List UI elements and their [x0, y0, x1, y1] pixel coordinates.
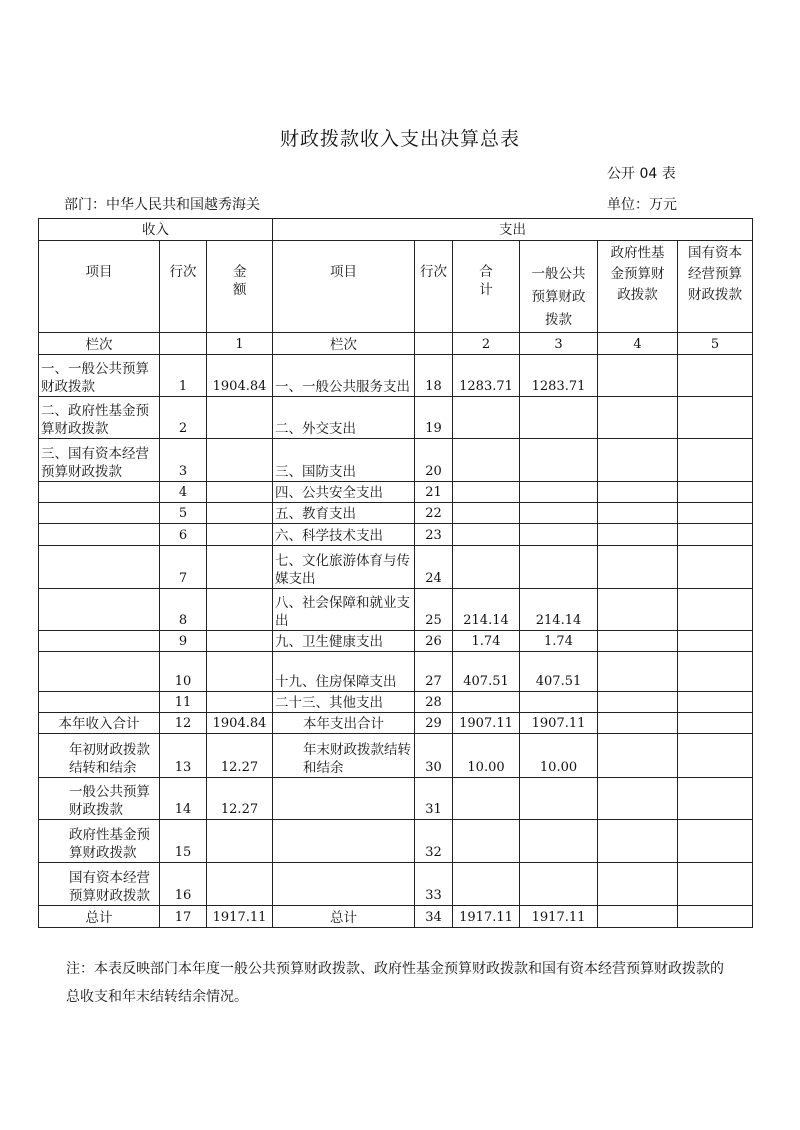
income-amount — [207, 863, 273, 906]
table-row — [39, 863, 753, 906]
income-amount: 1904.84 — [207, 355, 273, 397]
general-budget-amount — [520, 524, 598, 546]
income-item: 三、国有资本经营预算财政拨款 — [39, 439, 160, 482]
column-label: 栏次 — [39, 333, 160, 355]
general-budget-amount: 1283.71 — [520, 355, 598, 397]
income-amount — [207, 652, 273, 692]
state-capital-amount — [678, 906, 753, 928]
expense-item: 总计 — [273, 906, 415, 928]
expense-item — [273, 820, 415, 863]
table-row — [39, 503, 753, 524]
table-row — [39, 482, 753, 503]
gov-fund-header: 政府性基金预算财政拨款 — [598, 241, 678, 333]
expense-total: 214.14 — [453, 589, 520, 631]
income-amount — [207, 397, 273, 439]
income-row-no: 1 — [160, 355, 207, 397]
gov-fund-amount — [598, 503, 678, 524]
income-row-no: 13 — [160, 734, 207, 778]
income-row-no: 11 — [160, 692, 207, 713]
income-row-no: 16 — [160, 863, 207, 906]
income-amount — [207, 524, 273, 546]
gov-fund-amount — [598, 589, 678, 631]
expense-total — [453, 482, 520, 503]
expense-total — [453, 503, 520, 524]
income-row-no: 7 — [160, 546, 207, 589]
state-capital-amount — [678, 631, 753, 652]
gov-fund-amount — [598, 482, 678, 503]
table-row — [39, 589, 753, 631]
gov-fund-amount — [598, 906, 678, 928]
expense-total — [453, 439, 520, 482]
income-item-header: 项目 — [39, 241, 160, 333]
income-row-no-header: 行次 — [160, 241, 207, 333]
expense-total — [453, 863, 520, 906]
income-item — [39, 482, 160, 503]
general-budget-amount — [520, 692, 598, 713]
income-amount: 1917.11 — [207, 906, 273, 928]
expense-row-no: 30 — [415, 734, 453, 778]
expense-row-no-header: 行次 — [415, 241, 453, 333]
gov-fund-amount — [598, 652, 678, 692]
state-capital-amount — [678, 652, 753, 692]
income-row-no: 15 — [160, 820, 207, 863]
expense-row-no: 25 — [415, 589, 453, 631]
expense-item — [273, 863, 415, 906]
income-item: 政府性基金预算财政拨款 — [39, 820, 160, 863]
header-row — [39, 241, 753, 333]
expense-total: 1283.71 — [453, 355, 520, 397]
expense-total — [453, 546, 520, 589]
general-budget-amount — [520, 546, 598, 589]
state-capital-amount — [678, 439, 753, 482]
general-budget-amount — [520, 778, 598, 820]
general-budget-amount: 1.74 — [520, 631, 598, 652]
table-row — [39, 546, 753, 589]
expense-total: 1.74 — [453, 631, 520, 652]
income-item — [39, 589, 160, 631]
table-row — [39, 397, 753, 439]
income-amount — [207, 589, 273, 631]
table-row — [39, 820, 753, 863]
table-row — [39, 692, 753, 713]
general-budget-amount: 1907.11 — [520, 713, 598, 734]
expense-item: 七、文化旅游体育与传媒支出 — [273, 546, 415, 589]
income-item: 一般公共预算财政拨款 — [39, 778, 160, 820]
income-row-no: 8 — [160, 589, 207, 631]
expense-row-no: 29 — [415, 713, 453, 734]
income-amount — [207, 820, 273, 863]
table-row — [39, 713, 753, 734]
expense-total — [453, 397, 520, 439]
expense-total — [453, 820, 520, 863]
income-amount: 12.27 — [207, 778, 273, 820]
table-row — [39, 439, 753, 482]
gov-fund-amount — [598, 546, 678, 589]
income-row-no: 17 — [160, 906, 207, 928]
income-amount-header: 金额 — [207, 241, 273, 333]
expense-row-no: 26 — [415, 631, 453, 652]
income-item — [39, 524, 160, 546]
expense-row-no: 33 — [415, 863, 453, 906]
income-item — [39, 692, 160, 713]
expense-row-no: 21 — [415, 482, 453, 503]
column-4: 4 — [598, 333, 678, 355]
income-amount — [207, 692, 273, 713]
income-row-no: 6 — [160, 524, 207, 546]
state-capital-amount — [678, 589, 753, 631]
state-capital-amount — [678, 778, 753, 820]
income-header: 收入 — [39, 219, 273, 241]
income-row-no: 9 — [160, 631, 207, 652]
income-item: 国有资本经营预算财政拨款 — [39, 863, 160, 906]
state-capital-header: 国有资本经营预算财政拨款 — [678, 241, 753, 333]
column-2: 2 — [453, 333, 520, 355]
expense-row-no: 18 — [415, 355, 453, 397]
general-budget-amount — [520, 482, 598, 503]
expense-total: 10.00 — [453, 734, 520, 778]
income-row-no: 14 — [160, 778, 207, 820]
column-blank — [160, 333, 207, 355]
footnote: 注：本表反映部门本年度一般公共预算财政拨款、政府性基金预算财政拨款和国有资本经营预算财政拨款的总收支和年末结转结余情况。 — [66, 961, 724, 1005]
gov-fund-amount — [598, 778, 678, 820]
state-capital-amount — [678, 820, 753, 863]
expense-total: 407.51 — [453, 652, 520, 692]
expense-item: 五、教育支出 — [273, 503, 415, 524]
gov-fund-amount — [598, 439, 678, 482]
expense-item: 八、社会保障和就业支出 — [273, 589, 415, 631]
income-item: 本年收入合计 — [39, 713, 160, 734]
income-item — [39, 631, 160, 652]
expense-item: 年末财政拨款结转和结余 — [273, 734, 415, 778]
gov-fund-amount — [598, 524, 678, 546]
expense-item: 六、科学技术支出 — [273, 524, 415, 546]
income-item: 一、一般公共预算财政拨款 — [39, 355, 160, 397]
header-group-row — [39, 219, 753, 241]
income-amount — [207, 439, 273, 482]
expense-row-no: 19 — [415, 397, 453, 439]
column-number-row — [39, 333, 753, 355]
table-row — [39, 734, 753, 778]
income-amount: 12.27 — [207, 734, 273, 778]
gov-fund-amount — [598, 355, 678, 397]
income-amount — [207, 631, 273, 652]
general-budget-amount — [520, 503, 598, 524]
expense-row-no: 28 — [415, 692, 453, 713]
state-capital-amount — [678, 503, 753, 524]
general-budget-amount — [520, 439, 598, 482]
expense-row-no: 22 — [415, 503, 453, 524]
column-1: 1 — [207, 333, 273, 355]
income-item: 年初财政拨款结转和结余 — [39, 734, 160, 778]
column-3: 3 — [520, 333, 598, 355]
income-amount — [207, 482, 273, 503]
expense-row-no: 31 — [415, 778, 453, 820]
page-title: 财政拨款收入支出决算总表 — [279, 128, 520, 150]
income-item — [39, 503, 160, 524]
gov-fund-amount — [598, 692, 678, 713]
gov-fund-amount — [598, 397, 678, 439]
income-row-no: 10 — [160, 652, 207, 692]
general-budget-amount: 1917.11 — [520, 906, 598, 928]
unit-label: 单位：万元 — [607, 197, 677, 213]
state-capital-amount — [678, 546, 753, 589]
gov-fund-amount — [598, 713, 678, 734]
expense-column-label: 栏次 — [273, 333, 415, 355]
state-capital-amount — [678, 734, 753, 778]
expense-item — [273, 778, 415, 820]
state-capital-amount — [678, 863, 753, 906]
general-budget-amount: 10.00 — [520, 734, 598, 778]
expense-row-no: 24 — [415, 546, 453, 589]
income-amount — [207, 546, 273, 589]
expense-header: 支出 — [273, 219, 753, 241]
expense-item: 三、国防支出 — [273, 439, 415, 482]
expense-item: 十九、住房保障支出 — [273, 652, 415, 692]
income-item: 总计 — [39, 906, 160, 928]
expense-total: 1917.11 — [453, 906, 520, 928]
budget-table — [38, 218, 753, 928]
income-row-no: 4 — [160, 482, 207, 503]
table-row — [39, 778, 753, 820]
state-capital-amount — [678, 524, 753, 546]
expense-total: 1907.11 — [453, 713, 520, 734]
expense-row-no: 34 — [415, 906, 453, 928]
gov-fund-amount — [598, 820, 678, 863]
state-capital-amount — [678, 692, 753, 713]
general-budget-amount — [520, 820, 598, 863]
general-budget-amount: 407.51 — [520, 652, 598, 692]
income-row-no: 3 — [160, 439, 207, 482]
income-row-no: 2 — [160, 397, 207, 439]
state-capital-amount — [678, 713, 753, 734]
expense-item: 二、外交支出 — [273, 397, 415, 439]
general-budget-amount — [520, 863, 598, 906]
table-row — [39, 906, 753, 928]
income-amount: 1904.84 — [207, 713, 273, 734]
expense-total — [453, 692, 520, 713]
expense-column-blank — [415, 333, 453, 355]
income-item — [39, 546, 160, 589]
table-row — [39, 631, 753, 652]
expense-total-header: 合计 — [453, 241, 520, 333]
expense-total — [453, 524, 520, 546]
state-capital-amount — [678, 397, 753, 439]
income-row-no: 12 — [160, 713, 207, 734]
income-amount — [207, 503, 273, 524]
gov-fund-amount — [598, 631, 678, 652]
general-budget-amount — [520, 397, 598, 439]
expense-item: 一、一般公共服务支出 — [273, 355, 415, 397]
general-budget-amount: 214.14 — [520, 589, 598, 631]
income-item — [39, 652, 160, 692]
column-5: 5 — [678, 333, 753, 355]
expense-item: 九、卫生健康支出 — [273, 631, 415, 652]
department-label: 部门：中华人民共和国越秀海关 — [64, 197, 260, 213]
table-row — [39, 524, 753, 546]
expense-row-no: 27 — [415, 652, 453, 692]
gov-fund-amount — [598, 734, 678, 778]
expense-row-no: 23 — [415, 524, 453, 546]
table-row — [39, 652, 753, 692]
state-capital-amount — [678, 355, 753, 397]
gov-fund-amount — [598, 863, 678, 906]
state-capital-amount — [678, 482, 753, 503]
table-row — [39, 355, 753, 397]
expense-item-header: 项目 — [273, 241, 415, 333]
expense-row-no: 32 — [415, 820, 453, 863]
income-row-no: 5 — [160, 503, 207, 524]
form-number: 公开 04 表 — [607, 166, 676, 182]
expense-total — [453, 778, 520, 820]
expense-item: 二十三、其他支出 — [273, 692, 415, 713]
expense-item: 本年支出合计 — [273, 713, 415, 734]
income-item: 二、政府性基金预算财政拨款 — [39, 397, 160, 439]
expense-item: 四、公共安全支出 — [273, 482, 415, 503]
general-budget-header: 一般公共预算财政拨款 — [520, 241, 598, 333]
expense-row-no: 20 — [415, 439, 453, 482]
